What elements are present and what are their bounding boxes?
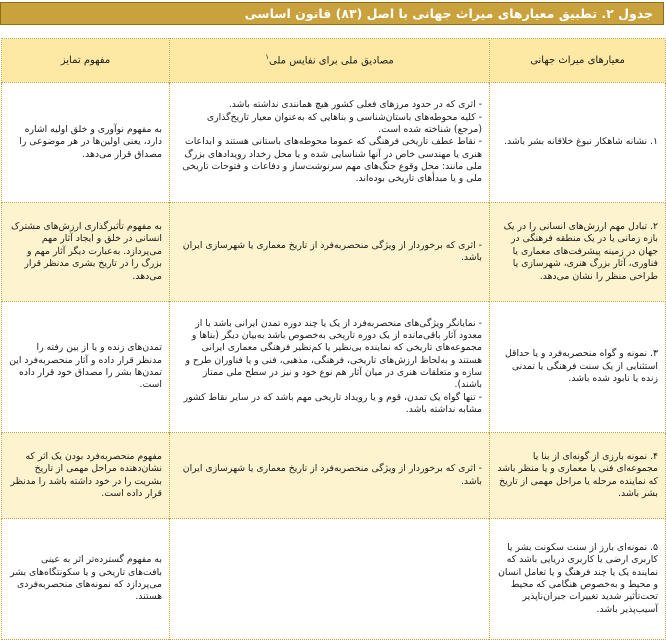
- example-line: - نقاط عطف تاریخی فرهنگی که عموما محوطه‌های باستانی هستند و ابداعات هنری یا مهندسی خاص در آنها شناسایی شده و یا محل رخداد رویدادهای بزرگ ملی مانند: محل وقوع جنگ‌های مهم سرنوشت‌ساز و دفاعات و فتوحات تاریخی ملی و یا مبدأهای تاریخی بوده‌اند.: [182, 136, 482, 185]
- concept-cell: مفهوم منحصربه‌فرد بودن یک اثر که نشان‌دهنده مراحل مهمی از تاریخ بشریت را در خود داشته باشد را مدنظر قرار داده است.: [2, 433, 170, 519]
- examples-cell: [170, 83, 490, 203]
- footnote-marker: ۱: [265, 53, 270, 62]
- criterion-cell: ۴. نمونه بارزی از گونه‌ای از بنا یا مجموعه‌ای فنی یا معماری و یا منظر باشد که نماینده مرحله یا مراحل مهمی از تاریخ بشر باشد.: [490, 433, 666, 519]
- table-row: [2, 519, 666, 640]
- comparison-table: [1, 38, 666, 640]
- table-row: [2, 83, 666, 203]
- criterion-cell: ۲. تبادل مهم ارزش‌های انسانی را در یک بازه زمانی یا در یک منطقه فرهنگی در جهان در زمینه پیشرفت‌های معماری یا فناوری، آثار بزرگ هنری، شهرسازی یا طراحی منظر را نشان می‌دهد.: [490, 203, 666, 302]
- concept-cell: به مفهوم گسترده‌تر اثر به عینی بافت‌های تاریخی و یا سکونتگاه‌های بشر می‌پردازد که نمونه‌های منحصربه‌فردی هستند.: [2, 519, 170, 640]
- header-distinction-concept: مفهوم تمایز: [2, 39, 170, 83]
- examples-cell: [170, 302, 490, 433]
- example-line: - اثری که برخوردار از ویژگی منحصربه‌فرد از تاریخ معماری یا شهرسازی ایران باشد.: [182, 463, 482, 487]
- example-line: - اثری که برخوردار از ویژگی منحصربه‌فرد از تاریخ معماری یا شهرسازی ایران باشد.: [182, 239, 482, 263]
- header-national-examples: مصادیق ملی برای نفایس ملی$^۱$: [170, 39, 490, 83]
- examples-cell: [170, 519, 490, 640]
- table-row: [2, 433, 666, 519]
- criterion-cell: ۱. نشانه شاهکار نبوغ خلاقانه بشر باشد.: [490, 83, 666, 203]
- examples-cell: [170, 203, 490, 302]
- example-line: - تنها گواه یک تمدن، قوم و یا رویداد تاریخی مهم باشد که در سایر نقاط کشور مشابه نداشته باشد.: [183, 391, 482, 416]
- example-line: - نمایانگر ویژگی‌های منحصربه‌فرد از یک یا چند دوره تمدن ایرانی باشد یا از معدود آثار باقی‌مانده از یک دوره تاریخی به‌خصوص باشد به‌بیان دیگر (بناها و مجموعه‌های تاریخی که نماینده بی‌نظیر یا کم‌نظیر فرهنگی معماری ایرانی هستند و به‌لحاظ ارزش‌های تاریخی، فرهنگی، مذهبی، فنی و یا فناوران طرح و سازه و متعلقات هنری در میان آثار هم نوع خود و نیز در سطح ملی ممتاز باشند).: [185, 317, 482, 391]
- example-line: - کلیه محوطه‌های باستان‌شناسی و بناهایی که به‌عنوان معیار تاریخ‌گذاری (مرجع) شناخته شده است.: [206, 111, 482, 135]
- criterion-cell: ۳. نمونه و گواه منحصربه‌فرد و یا حداقل استثنایی از یک سنت فرهنگی یا تمدنی زنده یا نابود شده باشد.: [490, 302, 666, 433]
- concept-cell: به مفهوم نوآوری و خلق اولیه اشاره دارد، یعنی اولین‌ها در هر موضوعی را مصداق قرار می‌دهد.: [2, 83, 170, 203]
- table-header-row: [2, 39, 666, 83]
- example-line: - اثری که در حدود مرزهای فعلی کشور هیچ همانندی نداشته باشد.: [228, 99, 482, 111]
- concept-cell: به مفهوم تأثیرگذاری ارزش‌های مشترک انسانی در خلق و ایجاد آثار مهم می‌پردازد. به‌عبارت دیگر آثار مهم و بزرگ را در تاریخ بشری مدنظر قرار می‌دهد.: [2, 203, 170, 302]
- examples-cell: [170, 433, 490, 519]
- table-row: [2, 203, 666, 302]
- concept-cell: تمدن‌های زنده و یا از بین رفته را مدنظر قرار داده و آثار منحصربه‌فرد این تمدن‌ها بشر را مصداق خود قرار داده است.: [2, 302, 170, 433]
- header-criteria: معیارهای میراث جهانی: [490, 39, 666, 83]
- table-row: [2, 302, 666, 433]
- criterion-cell: ۵. نمونه‌ای بارز از سنت سکونت بشر یا کاربری ارضی یا کاربری دریایی باشد که نماینده یک یا چند فرهنگ و یا تعامل انسان و محیط و به‌خصوص هنگامی که محیط تحت‌تأثیر شدید تغییرات جبران‌ناپذیر آسیب‌پذیر باشد.: [490, 519, 666, 640]
- table-caption: جدول ۲. تطبیق معیارهای میراث جهانی با اصل (۸۳) قانون اساسی: [0, 2, 664, 25]
